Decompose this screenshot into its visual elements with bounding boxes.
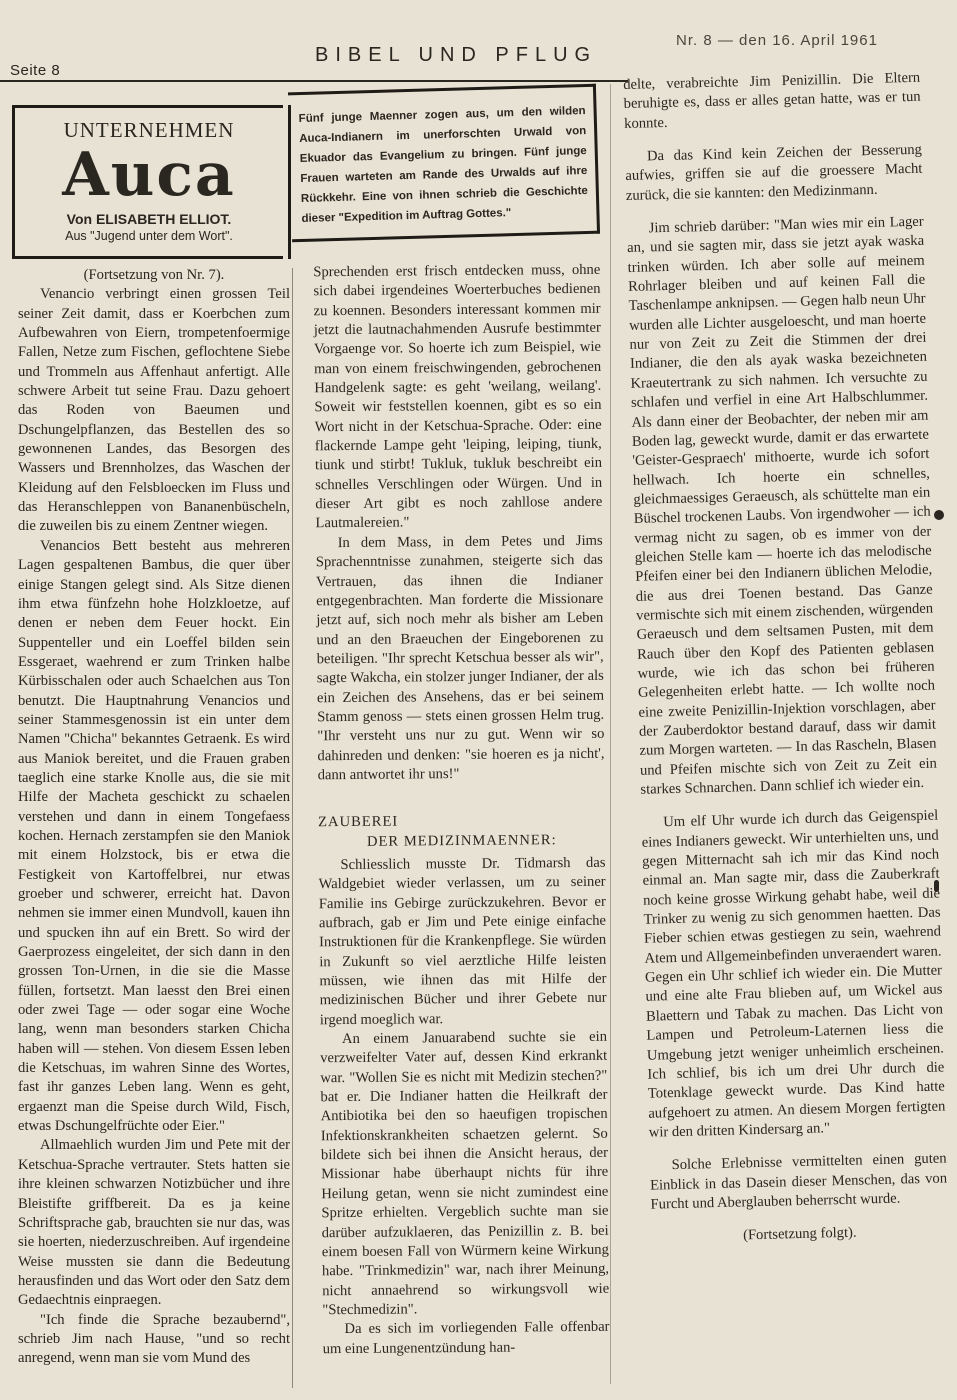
article-title: Auca [62, 140, 236, 210]
continuation-note: (Fortsetzung von Nr. 7). [83, 267, 225, 283]
paragraph: delte, verabreichte Jim Penizillin. Die Eltern beruhigte es, dass er alles getan hatte, was er tun konnte. [623, 69, 921, 132]
header-rule [0, 80, 628, 82]
continuation-note: (Fortsetzung folgt). [742, 1224, 857, 1244]
column-1 [18, 266, 290, 1369]
paragraph: Allmaehlich wurden Jim und Pete mit der Ketschua-Sprache vertrauter. Stets hatten sie ihre kleinen schwarzen Notizbücher und ihre Bleistifte griffbereit. Da es ja keine Schriftsprache gab, brauchten sie nur das, was sie hoerten, niederzuschreiben. Auf irgendeine Weise mussten sie dann die Bedeutung herausfinden und das Wort oder den Satz dem Gedaechtnis einpraegen. [18, 1137, 290, 1309]
margin-mark [934, 510, 944, 520]
intro-box [288, 84, 600, 243]
paragraph: Jim schrieb darüber: "Man wies mir ein Lager an, und sie sagten mir, dass sie jetzt ayak waska trinken würden. Ich aber solle auf meinem Rohrlager bleiben und auf keinen Fall die Taschenlampe anknipsen. — Gegen halb neun Uhr wurden alle Lichter ausgeloescht, und man hoerte nur von Zeit zu Zeit die Stimmen der drei Indianer, die den als ayak waska bezeichneten Kraeutertrank zu sich nahmen. Ich versuchte zu schlafen und verfiel in eine Art Halbschlummer. Als dann einer der Beobachter, der neben mir am Boden lag, geweckt wurde, damit er das erwartete 'Geister-Gespraech' mithoerte, wurde ich sofort hellwach. Ich hoerte ein schnelles, gleichmaessiges Geraeusch, als schüttelte man ein Büschel trockenen Laubs. Von irgendwoher — ich vermag nicht zu sagen, ob es immer von der gleichen Stelle kam — hoerte ich das melodische Pfeifen einer bei den Indianern üblichen Melodie, die aus drei Toenen bestand. Das Ganze vermischte sich mit einem zischenden, würgenden Geraeusch und dem seltsamen Pusten, mit dem Rauch über den Kopf des Patienten geblasen wurde, wie ich das schon bei früheren Gelegenheiten erlebt hatte. — Ich wollte noch eine zweite Penizillin-Injektion vorschlagen, aber der Zauberdoktor bestand darauf, dass wir damit zum Morgen warteten. — In das Rascheln, Blasen und Pfeifen mischte sich von Zeit zu Zeit ein starkes Schnarchen. Dann schlief ich wieder ein. [627, 213, 938, 798]
title-box [12, 105, 283, 259]
section-heading: ZAUBEREI [318, 813, 399, 831]
intro-text: Fünf junge Maenner zogen aus, um den wilden Auca-Indianern im unerforschten Urwald von Ekuador das Evangelium zu bringen. Fünf junge Frauen warteten am Rande des Urwalds auf ihre Rückkehr. Eine von ihnen schrieb die Geschichte dieser "Expedition im Auftrag Gottes." [298, 105, 589, 225]
paragraph: Schliesslich musste Dr. Tidmarsh das Waldgebiet wieder verlassen, um zu seiner Familie ins Gebirge zurückzukehren. Bevor er aufbrach, gab er Jim und Pete einige einfache Instruktionen für die Krankenpflege. Sie würden in Zukunft so viel aerztliche Hilfe leisten müssen, wie ihnen das mit Hilfe der medizinischen Bücher und ihrer Gebete nur irgend moeglich war. [318, 854, 607, 1028]
paragraph: Solche Erlebnisse vermittelten einen guten Einblick in das Dasein dieser Menschen, das von Furcht und Aberglauben beherrscht wurde. [649, 1150, 948, 1213]
paragraph: "Ich finde die Sprache bezaubernd", schrieb Jim nach Hause, "und so recht anregend, wenn man sie vom Mund des [18, 1311, 290, 1367]
issue-date: Nr. 8 — den 16. April 1961 [676, 32, 878, 49]
paragraph: Venancio verbringt einen grossen Teil seiner Zeit damit, dass er Koerbchen zum Aufbewahren von Eiern, trompetenfoermige Fallen, Netze zum Fischen, geflochtene Siebe und Trommeln aus Affenhaut anfertigt. Alle schwere Arbeit tut seine Frau. Dazu gehoert das Roden von Baeumen und Dschungelpflanzen, das Bestellen des so gewonnenen Landes, das Besorgen des Wassers und Brennholzes, das Waschen der Kleidung auf den Felsbloecken im Fluss und das Heranschleppen von Bananenbüscheln, die zuweilen bis zu einem Zentner wiegen. [18, 286, 290, 535]
paragraph: Um elf Uhr wurde ich durch das Geigenspiel eines Indianers geweckt. Wir unterhielten uns, und gegen Mitternacht sah ich mir das Kind noch einmal an. Man sagte mir, dass die Zauberkraft noch keine grosse Wirkung gehabt habe, weil die Trinker zu wenig zu sich genommen haetten. Das Fieber schien etwas gestiegen zu sein, waehrend Atem und Allgemeinbefinden unveraendert waren. Gegen ein Uhr schlief ich wieder ein. Die Mutter und eine alte Frau blieben auf, um Wickel aus Blaettern und Tabak zu machen. Das Licht von Lampen und Petroleum-Laternen liess die Umgebung jetzt weniger unheimlich erscheinen. Ich schlief, bis ich um drei Uhr durch die Totenklage geweckt wurde. Das Kind hatte aufgehoert zu atmen. An diesem Morgen fertigten wir den dritten Kindersarg an." [641, 807, 946, 1141]
paragraph: Da das Kind kein Zeichen der Besserung aufwies, griffen sie auf die groessere Macht zurück, die sie kannten: den Medizinmann. [625, 141, 923, 204]
page-number: Seite 8 [10, 62, 61, 79]
column-3 [623, 69, 949, 1249]
paragraph: Venancios Bett besteht aus mehreren Lagen gespaltenen Bambus, die quer über einige Stangen gelegt sind. Als Sitze dienen ihm etwa fünfzehn hohe Holzkloetze, auf denen er neben dem Feuer hockt. Ein Suppenteller und ein Loeffel bilden sein Essgeraet, waehrend er zum Trinken halbe Kürbisschalen oder auch Schaelchen aus Ton benutzt. Die Hauptnahrung Venancios und seiner Stammesgenossin ist ein unter dem Namen "Chicha" bekanntes Getraenk. Es wird aus Maniok bereitet, und die Frauen graben taeglich eine starke Knolle aus, die sie mit Hilfe der Macheta geschickt zu schaelen verstehen und dann in einem Tongefaess kochen. Hernach zerstampfen sie den Maniok mit einem Holzstock, bis er etwa die Festigkeit von Kartoffelbrei, nur etwas groeber und schwerer, erreicht hat. Davon nehmen sie immer einen Mundvoll, kauen ihn und spucken ihn auf ein Brett. So wird der Gaerprozess eingeleitet, der sich dann in den grossen Ton-Urnen, in die sie die Masse füllen, fortsetzt. Man laesst den Brei einen oder zwei Tage — oder sogar eine Woche lang, wenn man besonders starken Chicha haben will — stehen. Von diesem Essen leben die Ketschuas, im wahren Sinne des Wortes, fast ihr ganzes Leben lang. Wenn es geht, ergaenzt man die Speise durch Wild, Fisch, etwas Dschungelfrüchte oder Eier." [18, 537, 290, 1135]
column-2 [313, 261, 610, 1359]
section-heading: DER MEDIZINMAENNER: [366, 831, 557, 850]
column-divider [610, 84, 611, 1384]
paragraph: An einem Januarabend suchte sie ein verzweifelter Vater auf, dessen Kind erkrankt war. "Wollen Sie es nicht mit Medizin stechen?" bat er. Die Indianer hatten die Heilkraft der Antibiotika bei den so haeufigen tropischen Infektionskrankheiten schaetzen gelernt. So bildete sich bei ihnen die Ansicht heraus, der Missionar habe überhaupt nichts für ihre Heilung getan, wenn sie nicht zumindest eine Spritze erhielten. Vergeblich suchte man sie darüber aufzuklaeren, das Penizillin z. B. bei einem boesen Fall von Würmern keine Wirkung habe. "Trinkmedizin" war, nach ihrer Meinung, nicht annaehrend so wirkungsvoll wie "Stechmedizin". [320, 1028, 610, 1319]
title-heading: UNTERNEHMEN [63, 118, 235, 142]
paragraph: Sprechenden erst frisch entdecken muss, ohne sich dabei irgendeines Woerterbuches bedienen zu koennen. Besonders interessant kommen mir jetzt die lautnachahmenden Ausrufe bestimmter Vorgaenge vor. So hoerte ich zum Beispiel, wie man von einem freischwingenden, gebrochenen Handgelenk sagte: es geht 'weilang, weilang'. Soweit wir feststellen koennen, gibt es so ein Wort nicht in der Ketschua-Sprache. Oder: eine flackernde Lampe geht 'leiping, leiping, tiunk, tiunk und stirbt! Tukluk, tukluk beschreibt ein schnelles Verschlingen oder Würgen. Und in dieser Art gibt es noch zahllose andere Lautmalereien." [313, 261, 603, 532]
paragraph: In dem Mass, in dem Petes und Jims Sprachenntnisse zunahmen, steigerte sich das Vertrauen, das ihnen die Indianer entgegenbrachten. Man forderte die Missionare jetzt auf, sich noch mehr als bisher am Leben und an den Braeuchen der Eingeborenen zu beteiligen. "Ihr sprecht Ketschua besser als wir", sagte Wakcha, ein stolzer junger Indianer, der als ein Zeichen des Ansehens, das er bei seinem Stamm genoss — stets einen grossen Helm trug. "Ihr versteht uns nur zu gut. Wenn wir so dahinreden und denken: "sie hoeren es ja nicht', dann antwortet ihr uns!" [315, 532, 605, 784]
masthead: BIBEL UND PFLUG [315, 44, 598, 66]
source-note: Aus "Jugend unter dem Wort". [65, 229, 233, 243]
column-divider [292, 268, 293, 1388]
byline: Von ELISABETH ELLIOT. [66, 211, 232, 227]
paragraph: Da es sich im vorliegenden Falle offenbar um eine Lungenentzündung han- [322, 1318, 610, 1357]
